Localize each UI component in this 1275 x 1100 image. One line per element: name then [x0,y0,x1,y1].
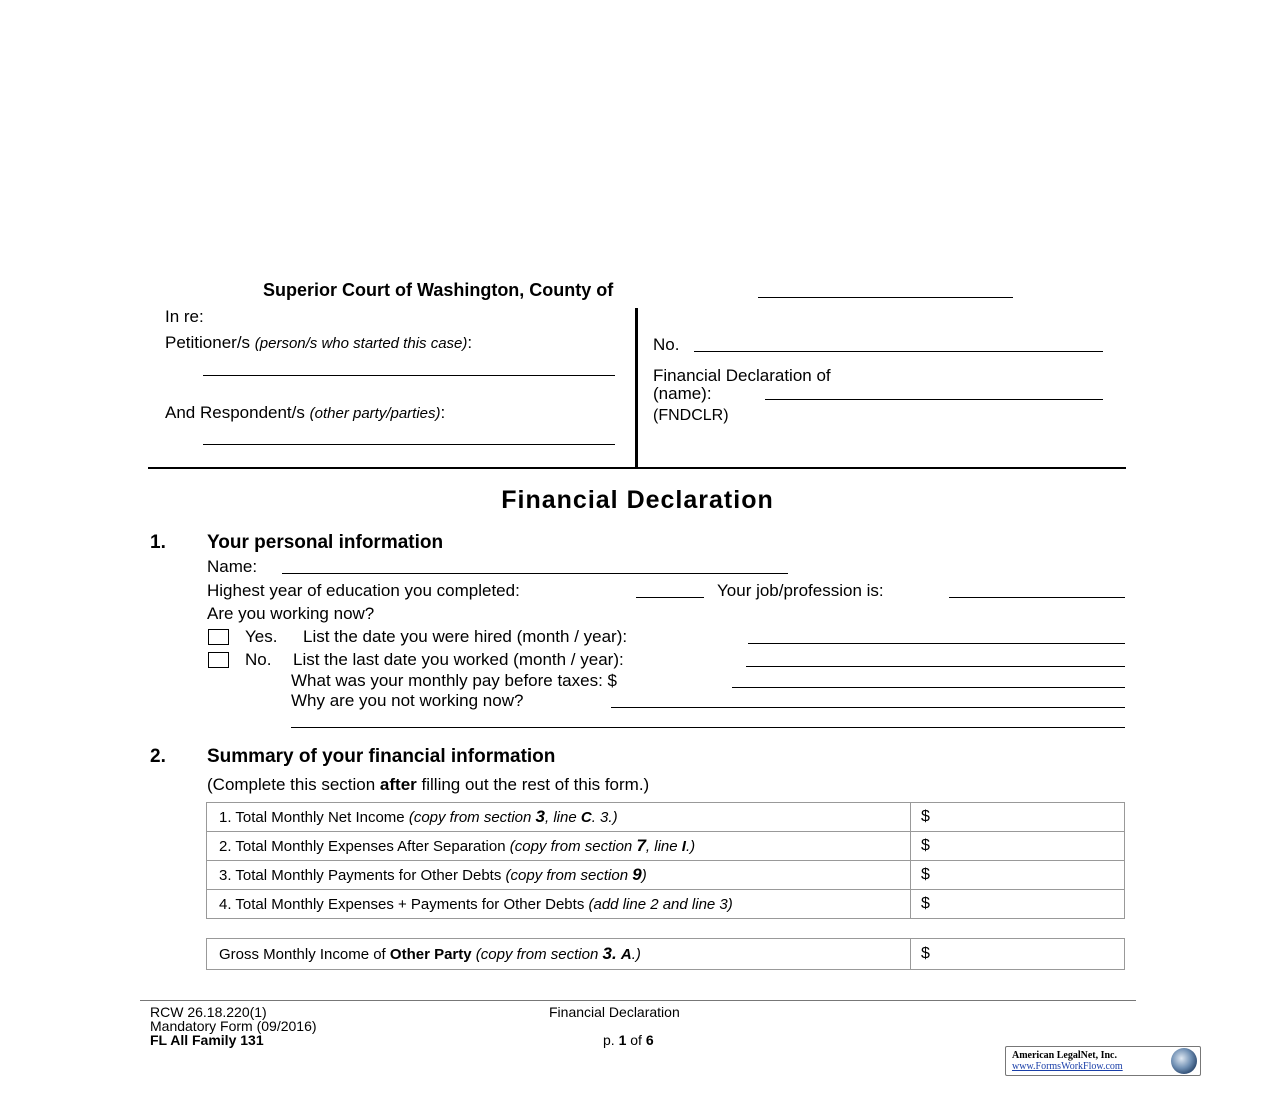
yes-text: List the date you were hired (month / year): [303,627,628,646]
decl-name-label: (name): [653,384,712,403]
table-row [207,803,1125,832]
pay-label: What was your monthly pay before taxes: $ [291,671,617,690]
footer-title: Financial Declaration [549,1004,680,1020]
expenses-amount[interactable]: $ [911,832,1125,861]
yes-checkbox[interactable] [208,629,229,645]
logo-url-link[interactable]: www.FormsWorkFlow.com [1012,1061,1123,1072]
last-worked-field[interactable] [746,666,1125,667]
petitioner-label: Petitioner/s (person/s who started this case): [165,333,473,352]
respondent-note: (other party/parties) [309,405,441,422]
summary-row-label: 2. Total Monthly Expenses After Separation (copy from section 7, line I.) [207,832,911,861]
gross-income-table [206,938,1125,970]
section1-number: 1. [150,532,166,553]
case-no-label: No. [653,335,680,354]
american-legalnet-logo[interactable] [1005,1046,1201,1076]
table-row [207,890,1125,919]
job-label: Your job/profession is: [717,581,884,600]
education-label: Highest year of education you completed: [207,581,520,600]
name-field[interactable] [282,573,788,574]
section2-instructions: (Complete this section after filling out the rest of this form.) [207,775,650,794]
why-field[interactable] [611,707,1125,708]
case-number-field[interactable] [694,351,1103,352]
fin-decl-of-label: Financial Declaration of [653,366,831,385]
petitioner-field[interactable] [203,375,615,376]
in-re-label: In re: [165,307,204,326]
page-title: Financial Declaration [501,486,774,514]
county-field[interactable] [758,297,1013,298]
footer-rcw: RCW 26.18.220(1) [150,1004,267,1020]
table-row [207,861,1125,890]
education-field[interactable] [636,597,704,598]
petitioner-note: (person/s who started this case) [254,335,468,352]
hire-date-field[interactable] [748,643,1125,644]
table-row [207,939,1125,970]
table-row [207,832,1125,861]
respondent-field[interactable] [203,444,615,445]
globe-icon [1171,1048,1197,1074]
no-text: List the last date you worked (month / year): [293,650,624,669]
why-field-line2[interactable] [291,727,1125,728]
yes-label: Yes. [245,627,278,646]
caption-divider [635,308,638,468]
section2-heading: Summary of your financial information [207,746,556,767]
summary-row-label: 3. Total Monthly Payments for Other Debts (copy from section 9) [207,861,911,890]
pay-field[interactable] [732,687,1125,688]
summary-table [206,802,1125,919]
name-label: Name: [207,557,258,576]
footer-rule [140,1000,1136,1001]
gross-income-label: Gross Monthly Income of Other Party (copy from section 3. A.) [207,939,911,970]
why-label: Why are you not working now? [291,691,524,710]
form-code: (FNDCLR) [653,407,729,424]
job-field[interactable] [949,597,1125,598]
gross-income-amount[interactable]: $ [911,939,1125,970]
no-label: No. [245,650,272,669]
footer-form-id: FL All Family 131 [150,1032,264,1048]
caption-bottom-rule [148,467,1126,469]
court-title: Superior Court of Washington, County of [263,280,614,300]
total-expenses-amount[interactable]: $ [911,890,1125,919]
debt-payments-amount[interactable]: $ [911,861,1125,890]
working-question: Are you working now? [207,604,375,623]
section2-number: 2. [150,746,166,767]
section1-heading: Your personal information [207,532,444,553]
net-income-amount[interactable]: $ [911,803,1125,832]
no-checkbox[interactable] [208,652,229,668]
summary-row-label: 1. Total Monthly Net Income (copy from section 3, line C. 3.) [207,803,911,832]
summary-row-label: 4. Total Monthly Expenses + Payments for Other Debts (add line 2 and line 3) [207,890,911,919]
respondent-label: And Respondent/s (other party/parties): [165,403,446,422]
footer-mandatory: Mandatory Form (09/2016) [150,1018,317,1034]
logo-company: American LegalNet, Inc. [1012,1050,1117,1061]
decl-name-field[interactable] [765,399,1103,400]
page-number: p. 1 of 6 [603,1032,654,1048]
